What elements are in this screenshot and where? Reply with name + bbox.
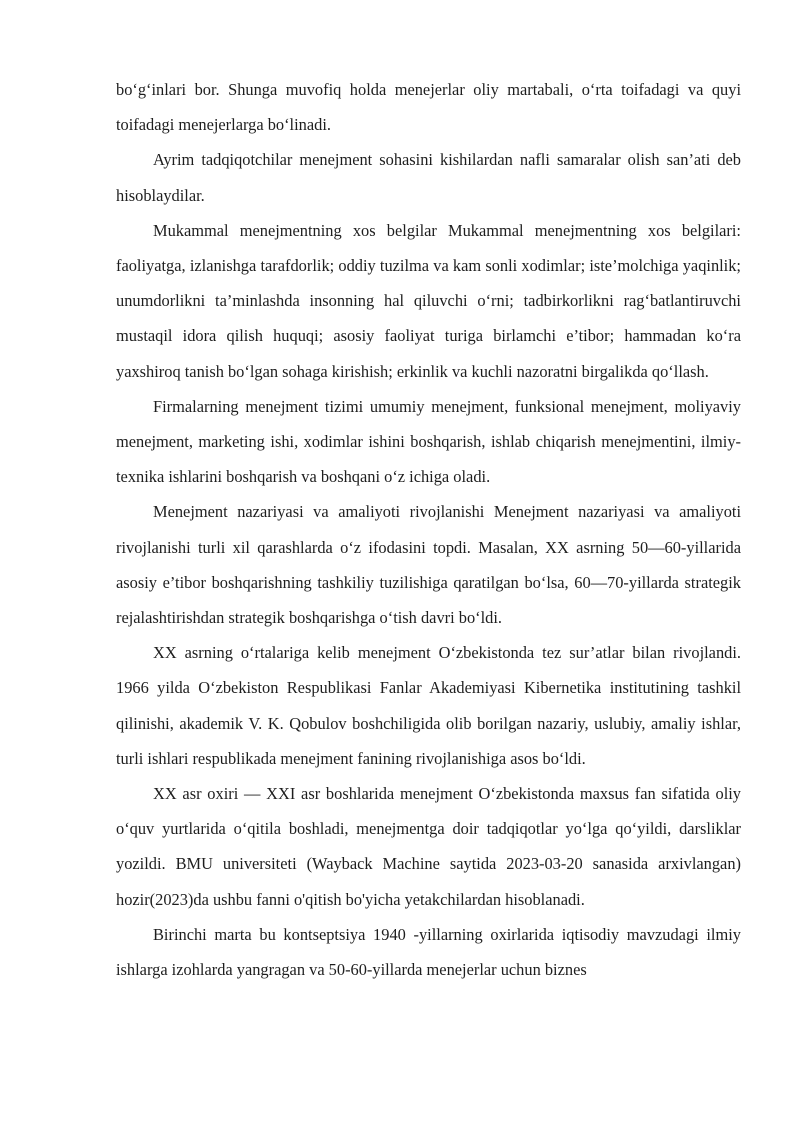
- paragraph-higher-education: XX asr oxiri — XXI asr boshlarida menejment O‘zbekistonda maxsus fan sifatida oliy o‘quv yurtlarida o‘qitila boshladi, menejmentga doir tadqiqotlar yo‘lga qo‘yildi, darsliklar yozildi. BMU universiteti (Wayback Machine saytida 2023-03-20 sanasida arxivlangan) hozir(2023)da ushbu fanni o'qitish bo'yicha yetakchilardan hisoblanadi.: [116, 784, 741, 909]
- paragraph-theory-development: Menejment nazariyasi va amaliyoti rivojlanishi Menejment nazariyasi va amaliyoti rivojlanishi turli xil qarashlarda o‘z ifodasini topdi. Masalan, XX asrning 50—60-yillarida asosiy e’tibor boshqarishning tashkiliy tuzilishiga qaratilgan bo‘lsa, 60—70-yillarda strategik rejalashtirishdan strategik boshqarishga o‘tish davri bo‘ldi.: [116, 502, 741, 628]
- paragraph-uzbekistan-development: XX asrning o‘rtalariga kelib menejment O‘zbekistonda tez sur’atlar bilan rivojlandi. 1966 yilda O‘zbekiston Respublikasi Fanlar Akademiyasi Kibernetika institutining tashkil qilinishi, akademik V. K. Qobulov boshchiligida olib borilgan nazariy, uslubiy, amaliy ishlar, turli ishlari respublikada menejment fanining rivojlanishiga asos bo‘ldi.: [116, 643, 741, 768]
- paragraph-management-features: Mukammal menejmentning xos belgilar Mukammal menejmentning xos belgilari: faoliyatga, izlanishga tarafdorlik; oddiy tuzilma va kam sonli xodimlar; iste’molchiga yaqinlik; unumdorlikni ta’minlashda insonning hal qiluvchi o‘rni; tadbirkorlikni rag‘batlantiruvchi mustaqil idora qilish huquqi; asosiy faoliyat turiga birlamchi e’tibor; hammadan ko‘ra yaxshiroq tanish bo‘lgan sohaga kirishish; erkinlik va kuchli nazoratni birgalikda qo‘llash.: [116, 220, 741, 381]
- paragraph-art-definition: Ayrim tadqiqotchilar menejment sohasini kishilardan nafli samaralar olish san’ati deb hisoblaydilar.: [116, 150, 741, 205]
- paragraph-continuation: bo‘g‘inlari bor. Shunga muvofiq holda menejerlar oliy martabali, o‘rta toifadagi va quyi toifadagi menejerlarga bo‘linadi.: [116, 80, 741, 135]
- paragraph-concept-origin: Birinchi marta bu kontseptsiya 1940 -yillarning oxirlarida iqtisodiy mavzudagi ilmiy ishlarga izohlarda yangragan va 50-60-yillarda menejerlar uchun biznes: [116, 924, 741, 980]
- paragraph-firm-management-system: Firmalarning menejment tizimi umumiy menejment, funksional menejment, moliyaviy menejment, marketing ishi, xodimlar ishini boshqarish, ishlab chiqarish menejmentini, ilmiy-texnika ishlarini boshqarish va boshqani o‘z ichiga oladi.: [116, 396, 741, 487]
